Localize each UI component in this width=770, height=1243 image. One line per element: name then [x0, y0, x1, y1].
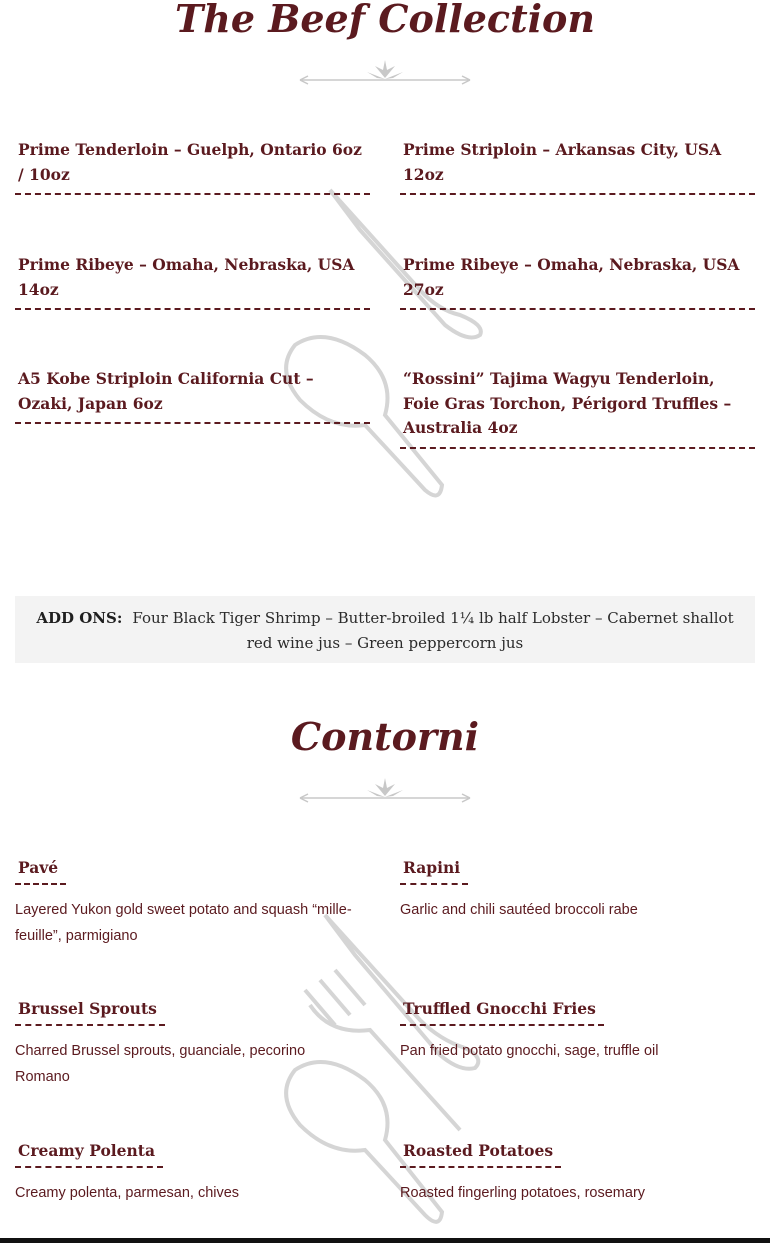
contorni-item-description: Garlic and chili sautéed broccoli rabe [400, 902, 638, 918]
contorni-item-description: Creamy polenta, parmesan, chives [15, 1185, 240, 1201]
beef-menu-item [15, 367, 370, 424]
beef-item-name: Prime Ribeye – Omaha, Nebraska, USA 27oz [403, 255, 740, 299]
contorni-item-description: Roasted fingerling potatoes, rosemary [400, 1185, 646, 1201]
contorni-section-title: Contorni [290, 714, 480, 759]
contorni-item-name: Rapini [400, 857, 468, 885]
contorni-item-name: Creamy Polenta [15, 1140, 163, 1168]
beef-item-name: Prime Tenderloin – Guelph, Ontario 6oz / 10oz [18, 140, 362, 184]
cutlery-watermark-icon [270, 185, 510, 505]
beef-item-name: Prime Striploin – Arkansas City, USA 12oz [403, 140, 722, 184]
beef-menu-item [15, 253, 370, 310]
addons-box [15, 596, 755, 663]
beef-section-title: The Beef Collection [174, 0, 596, 41]
beef-item-name: “Rossini” Tajima Wagyu Tenderloin, Foie Gras Torchon, Périgord Truffles – Australia 4oz [403, 369, 732, 437]
contorni-menu-item [15, 857, 355, 949]
contorni-item-name: Truffled Gnocchi Fries [400, 998, 604, 1026]
addons-label: ADD ONS: [36, 609, 123, 627]
beef-menu-item [15, 138, 370, 195]
addons-text: Four Black Tiger Shrimp – Butter-broiled 1¼ lb half Lobster – Cabernet shallot red wine jus – Green peppercorn jus [132, 609, 734, 652]
contorni-item-name: Pavé [15, 857, 66, 885]
beef-item-name: A5 Kobe Striploin California Cut – Ozaki, Japan 6oz [18, 369, 314, 413]
contorni-item-description: Layered Yukon gold sweet potato and squash “mille-feuille”, parmigiano [15, 902, 352, 944]
divider-ornament-icon [295, 776, 475, 806]
beef-menu-item [400, 138, 755, 195]
beef-item-name: Prime Ribeye – Omaha, Nebraska, USA 14oz [18, 255, 355, 299]
contorni-item-name: Brussel Sprouts [15, 998, 165, 1026]
contorni-menu-item [15, 998, 355, 1090]
contorni-item-description: Pan fried potato gnocchi, sage, truffle oil [400, 1043, 659, 1059]
contorni-menu-item [400, 857, 740, 923]
contorni-menu-item [400, 1140, 740, 1206]
beef-menu-item [400, 367, 755, 449]
contorni-item-description: Charred Brussel sprouts, guanciale, pecorino Romano [15, 1043, 306, 1085]
beef-menu-item [400, 253, 755, 310]
contorni-menu-item [400, 998, 740, 1064]
contorni-item-name: Roasted Potatoes [400, 1140, 561, 1168]
divider-ornament-icon [295, 58, 475, 88]
footer-bar [0, 1238, 770, 1243]
contorni-menu-item [15, 1140, 355, 1206]
